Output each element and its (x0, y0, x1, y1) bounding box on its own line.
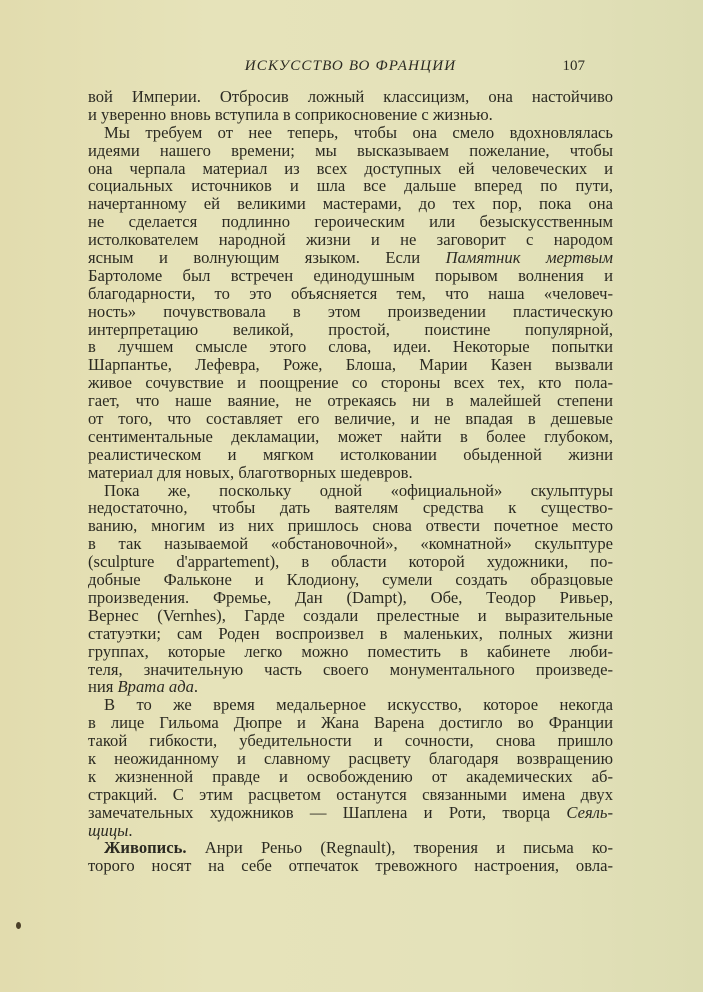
text-segment: такой гибкости, убедительности и сочности, снова пришло (88, 731, 613, 751)
text-line (88, 517, 613, 535)
text-segment: ванию, многим из них пришлось снова отвести почетное место (88, 516, 613, 536)
text-line (88, 356, 613, 374)
text-segment: Бартоломе был встречен единодушным порывом волнения и (88, 265, 613, 285)
text-segment: статуэтки; сам Роден воспроизвел в маленьких, полных жизни (88, 623, 613, 643)
text-line (88, 499, 613, 517)
text-line (88, 750, 613, 768)
text-line (88, 839, 613, 857)
text-segment: Мы требуем от нее теперь, чтобы она смело вдохновлялась (104, 122, 613, 142)
text-segment: ясным и волнующим языком. Если (88, 248, 446, 268)
text-line (88, 285, 613, 303)
text-line (88, 482, 613, 500)
text-line (88, 696, 613, 714)
text-segment: стракций. С этим расцветом останутся связанными имена двух (88, 784, 613, 804)
text-segment: в лице Гильома Дюпре и Жана Варена достигло во Франции (88, 713, 613, 733)
text-segment: Шарпантье, Лефевра, Роже, Блоша, Марии Казен вызвали (88, 355, 613, 375)
text-segment: Пока же, поскольку одной «официальной» скульптуры (104, 480, 613, 500)
section-heading: Живопись. (104, 838, 187, 858)
italic-title: щицы (88, 820, 129, 840)
text-segment: недостаточно, чтобы дать ваятелям средства к существо- (88, 498, 613, 518)
text-line (88, 732, 613, 750)
text-line (88, 822, 613, 840)
text-segment: истолкователем народной жизни и не заговорит с народом (88, 230, 613, 250)
text-segment: добные Фальконе и Клодиону, сумели создать образцовые (88, 570, 613, 590)
body-text (88, 88, 613, 875)
text-line (88, 160, 613, 178)
text-line (88, 804, 613, 822)
text-line (88, 338, 613, 356)
text-line (88, 678, 613, 696)
text-line (88, 213, 613, 231)
text-segment: реалистическом и мягком истолковании обыденной жизни (88, 444, 613, 464)
text-segment: гает, что наше ваяние, не отрекаясь ни в малейшей степени (88, 391, 613, 411)
text-line (88, 643, 613, 661)
paper-speck (16, 922, 21, 929)
running-title: ИСКУССТВО ВО ФРАНЦИИ (244, 58, 457, 74)
italic-title: Сеяль- (566, 802, 613, 822)
text-segment: идеями нашего времени; мы высказываем пожелание, чтобы (88, 140, 613, 160)
text-segment: теля, значительную часть своего монументального произведе- (88, 659, 613, 679)
page-header (88, 58, 613, 78)
text-line (88, 410, 613, 428)
text-line (88, 607, 613, 625)
text-line (88, 124, 613, 142)
text-line (88, 392, 613, 410)
text-segment: Анри Реньо (Regnault), творения и письма ко- (186, 838, 613, 858)
text-segment: она черпала материал из всех доступных ей человеческих и (88, 158, 613, 178)
text-line (88, 231, 613, 249)
text-line (88, 267, 613, 285)
text-line (88, 786, 613, 804)
text-segment: . (193, 677, 199, 697)
page-number: 107 (562, 58, 585, 74)
text-segment: ность» почувствовала в этом произведении пластическую (88, 301, 613, 321)
text-line (88, 321, 613, 339)
text-segment: ния (88, 677, 118, 697)
text-segment: и уверенно вновь вступила в соприкосновение с жизнью. (88, 104, 493, 124)
italic-title: Врата ада (117, 677, 194, 697)
text-line (88, 464, 613, 482)
text-segment: не сделается подлинно героическим или безыскусственным (88, 212, 613, 232)
text-line (88, 625, 613, 643)
text-segment: интерпретацию великой, простой, поистине популярной, (88, 319, 613, 339)
text-segment: в так называемой «обстановочной», «комнатной» скульптуре (88, 534, 613, 554)
text-line (88, 661, 613, 679)
text-line (88, 571, 613, 589)
text-line (88, 446, 613, 464)
text-line (88, 714, 613, 732)
italic-title: Памятник мертвым (445, 248, 614, 268)
text-line (88, 142, 613, 160)
text-segment: к жизненной правде и освобождению от академических аб- (88, 766, 613, 786)
text-line (88, 428, 613, 446)
text-segment: живое сочувствие и поощрение со стороны всех тех, кто пола- (88, 373, 613, 393)
text-line (88, 535, 613, 553)
text-segment: материал для новых, благотворных шедевров. (88, 462, 413, 482)
text-segment: . (128, 820, 133, 840)
text-line (88, 106, 613, 124)
text-segment: замечательных художников — Шаплена и Роти, творца (88, 802, 567, 822)
text-segment: начертанному ей великими мастерами, до тех пор, пока она (88, 194, 613, 214)
text-segment: в лучшем смысле этого слова, идеи. Некоторые попытки (88, 337, 613, 357)
text-line (88, 303, 613, 321)
text-line (88, 374, 613, 392)
text-segment: (sculpture d'appartement), в области которой художники, по- (88, 552, 613, 572)
text-segment: от того, что составляет его величие, и не впадая в дешевые (88, 409, 613, 429)
text-line (88, 768, 613, 786)
text-segment: группах, которые легко можно поместить в кабинете люби- (88, 641, 613, 661)
text-segment: социальных источников и шла все дальше вперед по пути, (88, 176, 613, 196)
text-segment: В то же время медальерное искусство, которое некогда (104, 695, 613, 715)
text-line (88, 857, 613, 875)
text-segment: произведения. Фремье, Дан (Dampt), Обе, Теодор Ривьер, (88, 587, 613, 607)
text-segment: сентиментальные декламации, может найти в более глубоком, (88, 426, 613, 446)
text-line (88, 195, 613, 213)
text-segment: к неожиданному и славному расцвету благодаря возвращению (88, 748, 613, 768)
text-segment: Вернес (Vernhes), Гарде создали прелестные и выразительные (88, 605, 613, 625)
text-line (88, 88, 613, 106)
text-line (88, 177, 613, 195)
text-line (88, 553, 613, 571)
text-line (88, 589, 613, 607)
text-segment: торого носят на себе отпечаток тревожного настроения, овла- (88, 856, 613, 876)
text-segment: вой Империи. Отбросив ложный классицизм, она настойчиво (88, 87, 613, 106)
text-segment: благодарности, то это объясняется тем, что наша «человеч- (88, 283, 613, 303)
text-line (88, 249, 613, 267)
